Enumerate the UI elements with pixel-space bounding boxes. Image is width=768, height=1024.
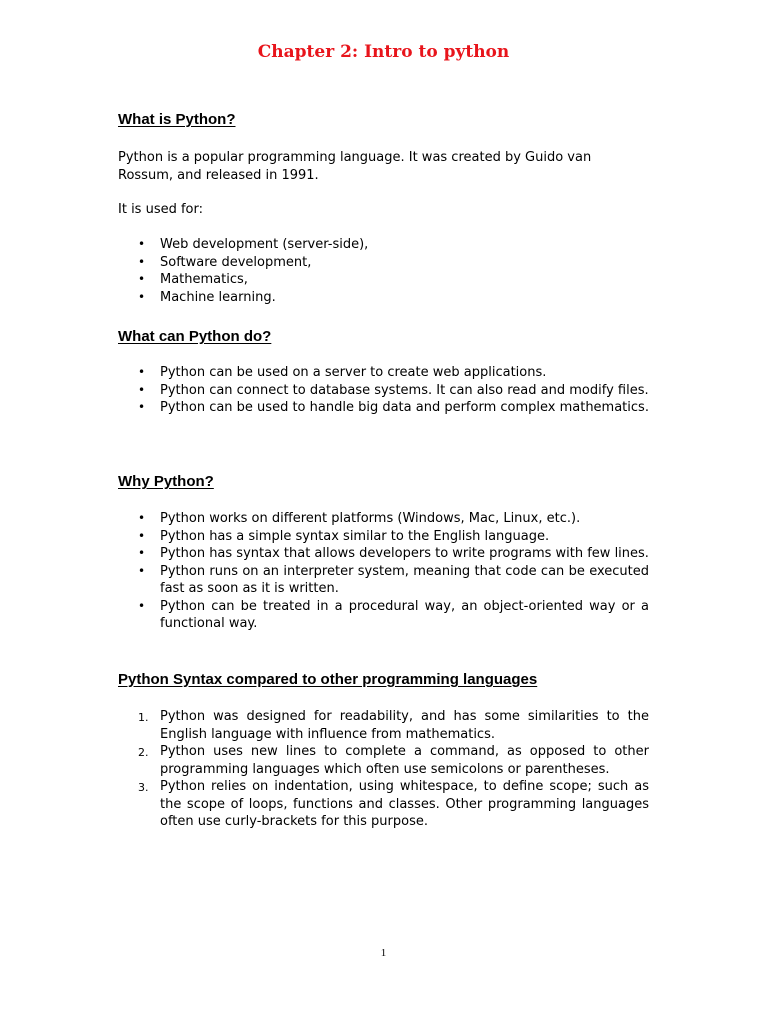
heading-what-can-python-do: What can Python do? xyxy=(118,328,272,345)
list-item: • Python has syntax that allows developers to write programs with few lines. xyxy=(118,545,649,563)
list-item: • Python can be treated in a procedural way, an object-oriented way or a functional way. xyxy=(118,598,649,633)
list-item-text: Python uses new lines to complete a command, as opposed to other programming languages which often use semicolons or parentheses. xyxy=(160,744,649,777)
list-item: • Python works on different platforms (Windows, Mac, Linux, etc.). xyxy=(118,510,649,528)
list-item: • Python can be used on a server to create web applications. xyxy=(118,364,649,382)
list-item: • Mathematics, xyxy=(118,271,649,289)
heading-why-python: Why Python? xyxy=(118,473,214,490)
page-number: 1 xyxy=(380,947,387,959)
paragraph-used-for: It is used for: xyxy=(118,202,204,217)
heading-python-syntax: Python Syntax compared to other programming languages xyxy=(118,671,538,688)
list-item xyxy=(118,778,649,831)
list-item: • Software development, xyxy=(118,254,649,272)
list-item xyxy=(118,743,649,778)
list-item-text: Python relies on indentation, using whitespace, to define scope; such as the scope of loops, functions and classes. Other programming languages often use curly-brackets for this purpose. xyxy=(160,779,649,829)
list-number: 1. xyxy=(138,711,149,724)
list-item xyxy=(118,708,649,743)
list-number: 3. xyxy=(138,781,149,794)
list-item: • Python can connect to database systems. It can also read and modify files. xyxy=(118,382,649,400)
list-number: 2. xyxy=(138,746,149,759)
list-item-text: Python was designed for readability, and has some similarities to the English language with influence from mathematics. xyxy=(160,709,649,742)
uses-list xyxy=(118,236,649,306)
heading-what-is-python: What is Python? xyxy=(118,111,236,128)
list-item: • Python has a simple syntax similar to the English language. xyxy=(118,528,649,546)
syntax-comparison-list xyxy=(118,708,649,831)
list-item: • Web development (server-side), xyxy=(118,236,649,254)
reasons-list xyxy=(118,510,649,633)
chapter-title: Chapter 2: Intro to python xyxy=(257,42,510,62)
paragraph-python-intro: Python is a popular programming language. It was created by Guido van Rossum, and released in 1991. xyxy=(118,150,592,183)
list-item: • Python runs on an interpreter system, meaning that code can be executed fast as soon as it is written. xyxy=(118,563,649,598)
capabilities-list xyxy=(118,364,649,417)
list-item: • Machine learning. xyxy=(118,289,649,307)
list-item: • Python can be used to handle big data and perform complex mathematics. xyxy=(118,399,649,417)
